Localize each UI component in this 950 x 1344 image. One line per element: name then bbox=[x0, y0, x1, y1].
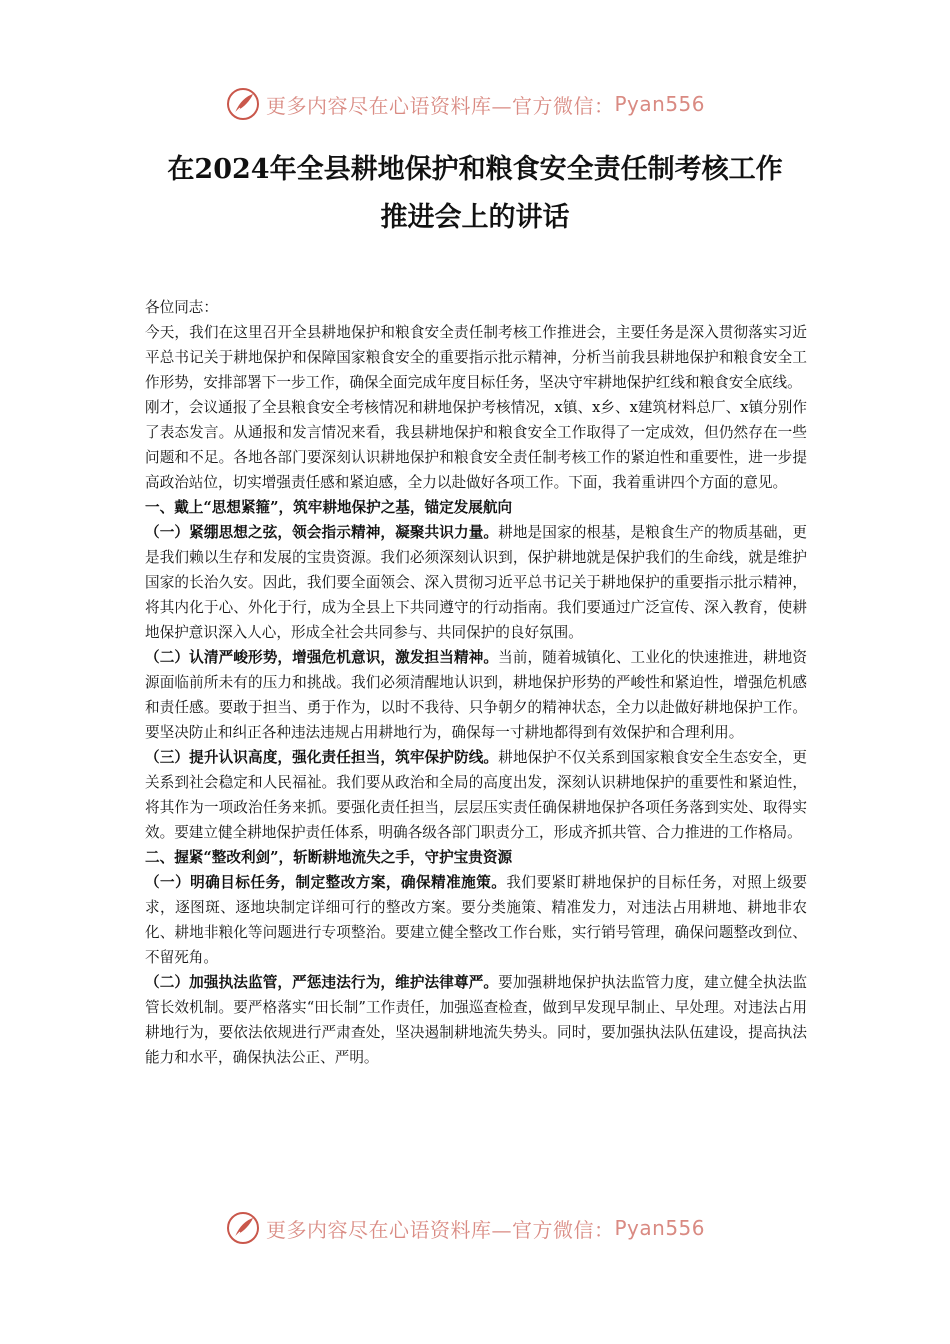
section-1-item-2 bbox=[145, 645, 807, 745]
item-lead: （二）加强执法监管，严惩违法行为，维护法律尊严。 bbox=[145, 974, 499, 991]
item-text: 当前，随着城镇化、工业化的快速推进，耕地资源面临前所未有的压力和挑战。我们必须清醒地认识到，耕地保护形势的严峻性和紧迫性，增强危机感和责任感。要敢于担当、勇于作为，以时不我待、只争朝夕的精神状态，全力以赴做好耕地保护工作。要坚决防止和纠正各种违法违规占用耕地行为，确保每一寸耕地都得到有效保护和合理利用。 bbox=[145, 649, 807, 741]
title-line-2: 推进会上的讲话 bbox=[380, 202, 570, 233]
item-lead: （三）提升认识高度，强化责任担当，筑牢保护防线。 bbox=[145, 749, 499, 766]
section-2-item-2 bbox=[145, 970, 807, 1070]
paragraph-summary: 刚才，会议通报了全县粮食安全考核情况和耕地保护考核情况，x镇、x乡、x建筑材料总厂、x镇分别作了表态发言。从通报和发言情况来看，我县耕地保护和粮食安全工作取得了一定成效，但仍然存在一些问题和不足。各地各部门要深刻认识耕地保护和粮食安全责任制考核工作的紧迫性和重要性，进一步提高政治站位，切实增强责任感和紧迫感，全力以赴做好各项工作。下面，我着重讲四个方面的意见。 bbox=[145, 399, 807, 491]
item-text: 我们要紧盯耕地保护的目标任务，对照上级要求，逐图斑、逐地块制定详细可行的整改方案。要分类施策、精准发力，对违法占用耕地、耕地非农化、耕地非粮化等问题进行专项整治。要建立健全整改工作台账，实行销号管理，确保问题整改到位、不留死角。 bbox=[145, 874, 807, 966]
item-text: 耕地保护不仅关系到国家粮食安全生态安全，更关系到社会稳定和人民福祉。我们要从政治和全局的高度出发，深刻认识耕地保护的重要性和紧迫性，将其作为一项政治任务来抓。要强化责任担当，层层压实责任确保耕地保护各项任务落到实处、取得实效。要建立健全耕地保护责任体系，明确各级各部门职责分工，形成齐抓共管、合力推进的工作格局。 bbox=[145, 749, 807, 841]
watermark-text: 更多内容尽在心语资料库—官方微信： bbox=[266, 93, 615, 118]
feather-pen-icon bbox=[226, 1211, 260, 1245]
watermark-text: 更多内容尽在心语资料库—官方微信： bbox=[266, 1217, 615, 1242]
section-1-item-3 bbox=[145, 745, 807, 845]
paragraph-intro: 今天，我们在这里召开全县耕地保护和粮食安全责任制考核工作推进会，主要任务是深入贯彻落实习近平总书记关于耕地保护和保障国家粮食安全的重要指示批示精神，分析当前我县耕地保护和粮食安全工作形势，安排部署下一步工作，确保全面完成年度目标任务，坚决守牢耕地保护红线和粮食安全底线。 bbox=[145, 324, 807, 391]
item-lead: （一）紧绷思想之弦，领会指示精神，凝聚共识力量。 bbox=[145, 524, 499, 541]
greeting: 各位同志： bbox=[145, 299, 218, 316]
item-lead: （二）认清严峻形势，增强危机意识，激发担当精神。 bbox=[145, 649, 499, 666]
section-heading-2: 二、握紧“整改利剑”，斩断耕地流失之手，守护宝贵资源 bbox=[145, 849, 513, 866]
item-text: 要加强耕地保护执法监管力度，建立健全执法监管长效机制。要严格落实“田长制”工作责任，加强巡查检查，做到早发现早制止、早处理。对违法占用耕地行为，要依法依规进行严肃查处，坚决遏制耕地流失势头。同时，要加强执法队伍建设，提高执法能力和水平，确保执法公正、严明。 bbox=[145, 974, 807, 1066]
item-lead: （一）明确目标任务，制定整改方案，确保精准施策。 bbox=[145, 874, 507, 891]
watermark-header bbox=[226, 86, 705, 122]
section-1-item-1 bbox=[145, 520, 807, 645]
watermark-id: Pyan556 bbox=[614, 1216, 706, 1240]
document-title bbox=[110, 146, 840, 242]
section-heading-1: 一、戴上“思想紧箍”，筑牢耕地保护之基，锚定发展航向 bbox=[145, 499, 513, 516]
watermark-footer bbox=[226, 1210, 705, 1246]
item-text: 耕地是国家的根基，是粮食生产的物质基础，更是我们赖以生存和发展的宝贵资源。我们必须深刻认识到，保护耕地就是保护我们的生命线，就是维护国家的长治久安。因此，我们要全面领会、深入贯彻习近平总书记关于耕地保护的重要指示批示精神，将其内化于心、外化于行，成为全县上下共同遵守的行动指南。我们要通过广泛宣传、深入教育，使耕地保护意识深入人心，形成全社会共同参与、共同保护的良好氛围。 bbox=[145, 524, 807, 641]
watermark-id: Pyan556 bbox=[614, 92, 706, 116]
feather-pen-icon bbox=[226, 87, 260, 121]
section-2-item-1 bbox=[145, 870, 807, 970]
title-line-1: 在2024年全县耕地保护和粮食安全责任制考核工作 bbox=[167, 154, 783, 185]
document-body bbox=[145, 295, 807, 1070]
